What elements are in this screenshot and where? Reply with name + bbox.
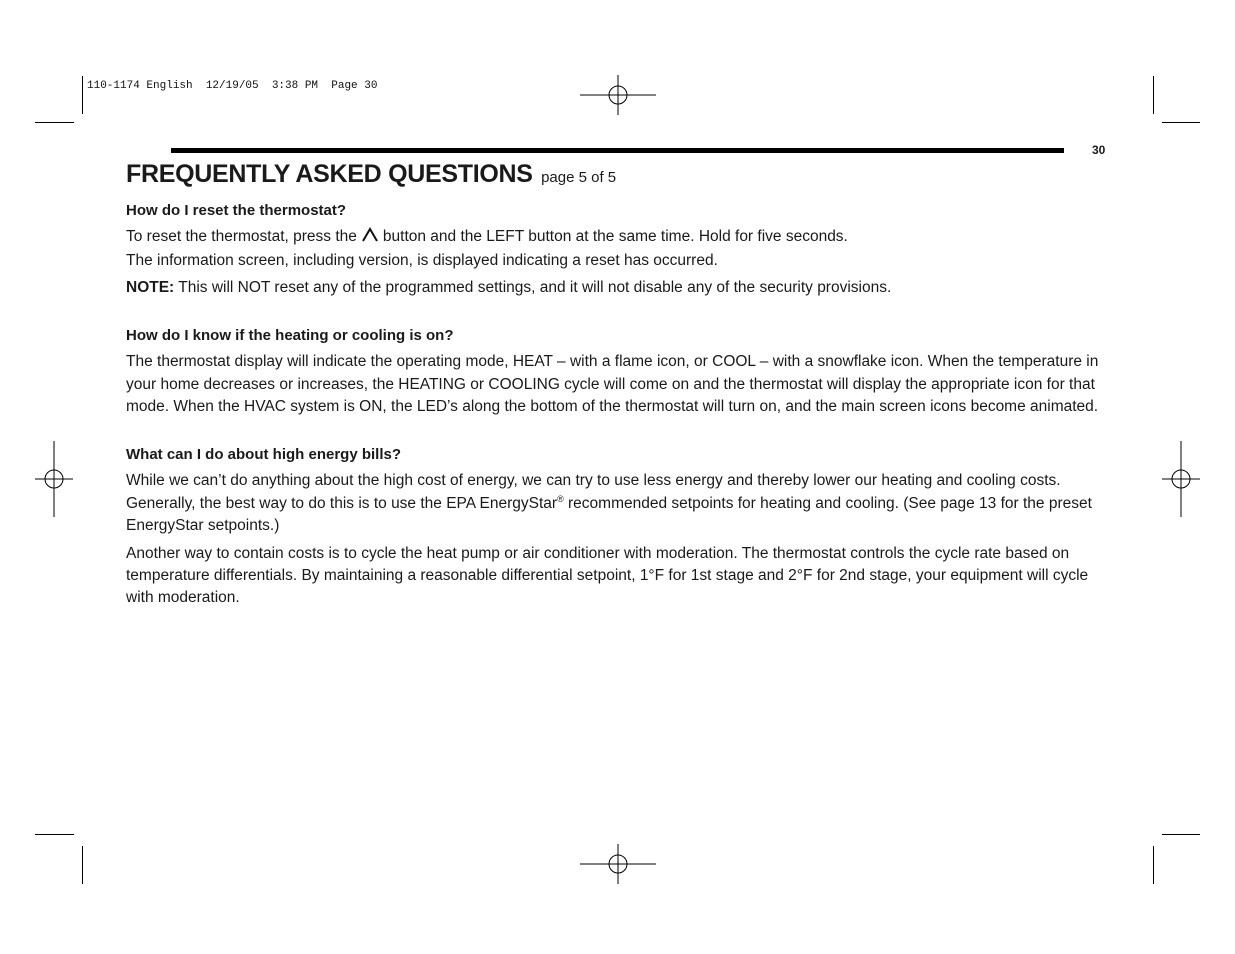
reset-text-line2: The information screen, including version, is displayed indicating a reset has occurred. [126,252,718,270]
faq-answer: Another way to contain costs is to cycle the heat pump or air conditioner with moderation. The thermostat controls the cycle rate based on temperature differentials. By maintaining a reasonable differential setpoint, 1°F for 1st stage and 2°F for 2nd stage, your equipment will cycle with moderation. [126,544,1089,607]
faq-question: How do I reset the thermostat? [126,202,347,219]
faq-energy-section [126,444,1111,609]
faq-answer [126,226,1111,273]
page-header [126,160,616,189]
note-label: NOTE: [126,278,175,296]
faq-heating-section [126,325,1111,418]
crop-mark-top-left-v [82,76,83,114]
reset-text-after: button and the LEFT button at the same time. Hold for five seconds. [382,228,848,245]
crop-mark-top-right-h [1162,122,1200,123]
page-subtitle: page 5 of 5 [541,169,617,186]
faq-question: How do I know if the heating or cooling is on? [126,327,454,345]
faq-reset-section [126,200,1111,299]
page-number: 30 [1092,143,1106,157]
crop-mark-bottom-left-h [35,834,74,835]
registration-mark-left-icon [35,441,73,517]
note-text: This will NOT reset any of the programmed settings, and it will not disable any of the security provisions. [174,278,892,296]
crop-mark-bottom-right-h [1162,834,1200,835]
caret-up-icon [361,227,379,250]
registered-mark: ® [557,493,564,504]
reset-text-before: To reset the thermostat, press the [126,228,357,245]
faq-question: What can I do about high energy bills? [126,446,402,464]
crop-mark-bottom-right-v [1153,846,1154,884]
crop-mark-top-right-v [1153,76,1154,114]
faq-note [126,277,1111,299]
crop-mark-bottom-left-v [82,846,83,884]
page-title: FREQUENTLY ASKED QUESTIONS [126,160,533,188]
energy-text-1b: recommended setpoints for heating and cooling. (See page 13 for the preset EnergyStar setpoints.) [126,494,1092,535]
print-slug: 110-1174 English 12/19/05 3:38 PM Page 30 [87,80,378,92]
registration-mark-right-icon [1162,441,1200,517]
faq-content [126,200,1111,636]
registration-mark-top-icon [580,75,656,115]
header-rule [171,148,1064,153]
faq-answer: The thermostat display will indicate the operating mode, HEAT – with a flame icon, or COOL – with a snowflake icon. When the temperature in your home decreases or increases, the HEATING or COOLING cycle will come on and the thermostat will display the appropriate icon for that mode. When the HVAC system is ON, the LED’s along the bottom of the thermostat will turn on, and the main screen icons become animated. [126,353,1099,416]
registration-mark-bottom-icon [580,844,656,884]
faq-answer [126,470,1111,537]
energy-text-1a: While we can’t do anything about the high cost of energy, we can try to use less energy and thereby lower our heating and cooling costs. Generally, the best way to do this is to use the EPA EnergyStar [126,472,1061,512]
crop-mark-top-left-h [35,122,74,123]
